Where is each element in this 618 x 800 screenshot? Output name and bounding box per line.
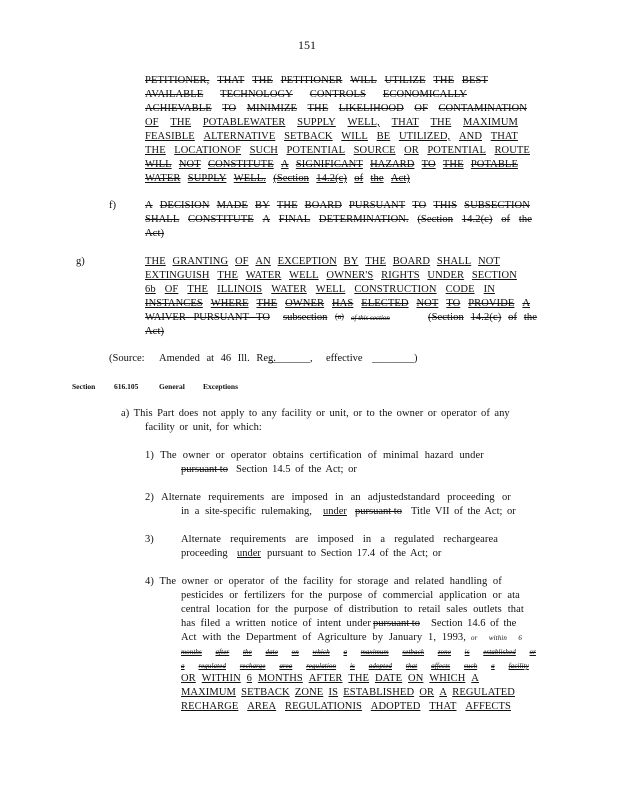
struck-text: pursuant to <box>355 506 402 517</box>
section-title: Exceptions <box>203 382 239 391</box>
source-prefix: (Source: <box>109 353 145 364</box>
text-span: proceeding <box>181 548 228 559</box>
text-line: THE LOCATIONOF SUCH POTENTIAL SOURCE OR POTENTIAL ROUTE <box>145 145 530 156</box>
text-line: has filed a written notice of intent under <box>181 618 371 629</box>
item-f-label: f) <box>109 200 116 211</box>
text-line: 4) The owner or operator of the facility for storage and related handling of <box>145 576 502 587</box>
underlined-text: under <box>237 548 261 559</box>
source-effective: effective <box>326 353 363 364</box>
text-line: MAXIMUM SETBACK ZONE IS ESTABLISHED OR A REGULATED <box>181 687 515 698</box>
text-line: Alternate requirements are imposed in a regulated rechargearea <box>181 534 498 545</box>
text-span: or within 6 <box>471 634 522 642</box>
text-line: PETITIONER, THAT THE PETITIONER WILL UTILIZE THE BEST <box>145 75 488 86</box>
text-span: Title VII of the Act; or <box>411 506 516 517</box>
item-g-label: g) <box>76 256 85 267</box>
section-word: Section <box>72 382 96 391</box>
text-span: of this section <box>351 314 390 322</box>
text-line: A DECISION MADE BY THE BOARD PURSUANT TO THIS SUBSECTION <box>145 200 530 211</box>
text-line: OF THE POTABLEWATER SUPPLY WELL, THAT THE MAXIMUM <box>145 117 518 128</box>
underlined-text: under <box>323 506 347 517</box>
source-blank: ________, <box>268 353 313 364</box>
text-line: Act) <box>145 326 165 337</box>
item-number: 3) <box>145 534 154 545</box>
text-line: AVAILABLE TECHNOLOGY CONTROLS ECONOMICALLY <box>145 89 467 100</box>
text-line: FEASIBLE ALTERNATIVE SETBACK WILL BE UTILIZED, AND THAT <box>145 131 518 142</box>
struck-text: pursuant to <box>373 618 420 629</box>
text-span: in a site-specific rulemaking, <box>181 506 312 517</box>
page-number: 151 <box>298 38 316 52</box>
text-line: ACHIEVABLE TO MINIMIZE THE LIKELIHOOD OF CONTAMINATION <box>145 103 527 114</box>
text-line: Act) <box>145 228 165 239</box>
text-line: RECHARGE AREA REGULATIONIS ADOPTED THAT AFFECTS <box>181 701 511 712</box>
source-blank: ________) <box>372 353 418 364</box>
text-span: Section 14.6 of the <box>431 618 517 629</box>
text-line: Act with the Department of Agriculture by January 1, 1993, <box>181 632 466 643</box>
section-number: 616.105 <box>114 382 139 391</box>
struck-text: pursuant to <box>181 464 228 475</box>
text-line: OR WITHIN 6 MONTHS AFTER THE DATE ON WHICH A <box>181 673 479 684</box>
text-line: central location for the purpose of distribution to retail sales outlets that <box>181 604 524 615</box>
text-line: a) This Part does not apply to any facility or unit, or to the owner or operator of any <box>121 408 510 419</box>
text-line: THE GRANTING OF AN EXCEPTION BY THE BOARD SHALL NOT <box>145 256 500 267</box>
text-line: WATER SUPPLY WELL. (Section 14.2(c) of the Act) <box>145 173 410 184</box>
text-line: EXTINGUISH THE WATER WELL OWNER'S RIGHTS UNDER SECTION <box>145 270 517 281</box>
text-line: 2) Alternate requirements are imposed in an adjustedstandard proceeding or <box>145 492 511 503</box>
text-line: months after the date on which a maximum setback zone is established or <box>181 648 536 656</box>
source-amended: Amended at 46 Ill. Reg. <box>159 353 276 364</box>
section-title: General <box>159 382 185 391</box>
text-span: subsection <box>283 312 328 323</box>
text-line: INSTANCES WHERE THE OWNER HAS ELECTED NOT TO PROVIDE A <box>145 298 530 309</box>
text-span: (a) <box>335 312 344 321</box>
text-span: Section 14.5 of the Act; or <box>236 464 357 475</box>
text-span: WAIVER PURSUANT TO <box>145 312 270 323</box>
text-line: 1) The owner or operator obtains certification of minimal hazard under <box>145 450 484 461</box>
text-span: pursuant to Section 17.4 of the Act; or <box>267 548 442 559</box>
text-line: facility or unit, for which: <box>145 422 262 433</box>
text-line: pesticides or fertilizers for the purpose of commercial application or ata <box>181 590 520 601</box>
text-line: WILL NOT CONSTITUTE A SIGNIFICANT HAZARD TO THE POTABLE <box>145 159 518 170</box>
text-line: SHALL CONSTITUTE A FINAL DETERMINATION. (Section 14.2(c) of the <box>145 214 532 225</box>
text-line: 6b OF THE ILLINOIS WATER WELL CONSTRUCTION CODE IN <box>145 284 495 295</box>
text-line: a regulated recharge area regulation is adopted that affects such a facility <box>181 662 529 670</box>
text-span: (Section 14.2(c) of the <box>428 312 537 323</box>
